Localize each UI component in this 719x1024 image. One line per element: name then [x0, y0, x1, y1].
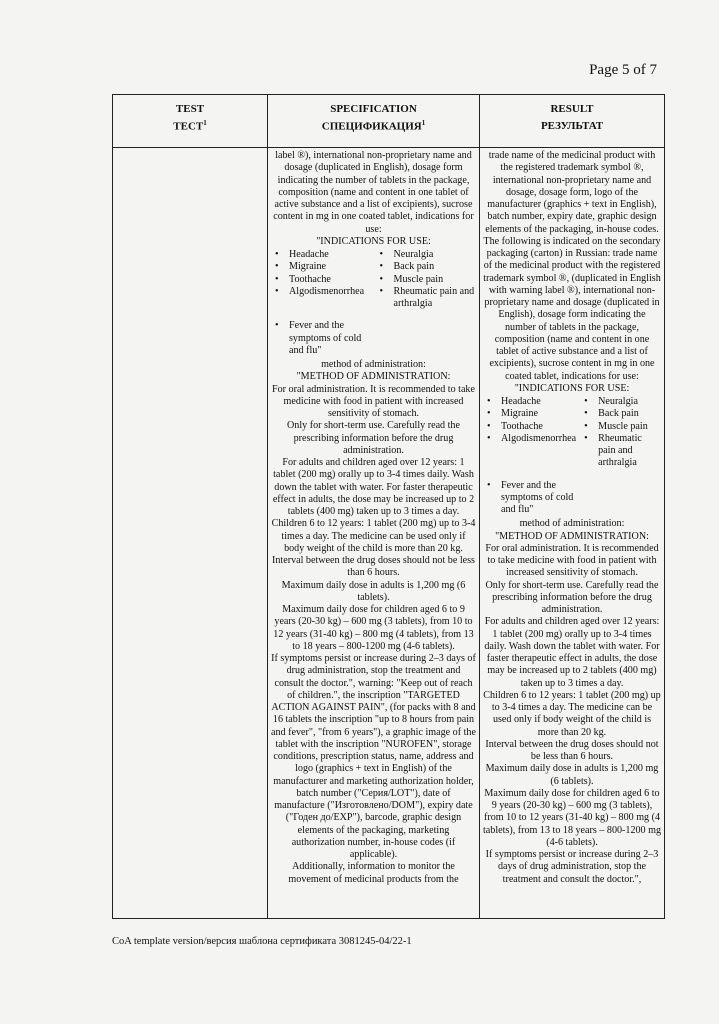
list-item: • Back pain: [580, 408, 661, 420]
result-para: For oral administration. It is recommended to take medicine with food in patient with increased sensitivity of stomach.: [485, 542, 659, 579]
spec-para: If symptoms persist or increase during 2–3 days of drug administration, stop the treatment and consult the doctor.", warning: "Keep out of reach of children.", the inscription "TARGETED ACTION AGAINST PAIN", (for packs with 8 and 16 tablets the inscription "up to 8 hours from pain and fever", "from 6 years"), a graphic image of the tablet with the inscription "NUROFEN", storage conditions, prescription status, name, address and logo (graphics + text in English) of the manufacturer and marketing authorization holder,: [271, 653, 476, 787]
header-result-ru: РЕЗУЛЬТАТ: [540, 120, 604, 133]
list-item: • Neuralgia: [580, 396, 661, 408]
page-number: Page 5 of 7: [589, 62, 657, 78]
header-result: [480, 95, 665, 148]
spec-para: Interval between the drug doses should not be less than 6 hours.: [272, 555, 475, 579]
footnote-mark: 1: [203, 119, 207, 128]
result-secondary: The following is indicated on the secondary packaging (carton) in Russian: trade name of the medicinal product with the registered trademark symbol ®, (duplicated in English with warning label ®), international non-proprietary name and dosage (duplicated in English), dosage form indicating the number of tablets in the package, composition (name and content in one tablet of active substance and a list of excipients), sucrose content in mg in one coated tablet, indications for use:: [483, 235, 661, 382]
spec-para: For adults and children aged over 12 years: 1 tablet (200 mg) orally up to 3-4 times daily. Wash down the tablet with water. For faster therapeutic effect in adults, the dose may be increased up to 2 tablets (400 mg) taken up to 3 times a day.: [272, 457, 475, 517]
footnote-mark: 1: [421, 119, 426, 128]
spec-indications-title: "INDICATIONS FOR USE:: [316, 235, 431, 247]
header-test: [113, 95, 268, 148]
result-para: Only for short-term use. Carefully read the prescribing information before the drug administration.: [485, 579, 659, 615]
list-item: • Toothache: [483, 421, 576, 433]
body-row: [113, 148, 665, 919]
spec-para: Maximum daily dose in adults is 1,200 mg (6 tablets).: [281, 579, 466, 603]
list-item: • Muscle pain: [580, 421, 661, 433]
spec-indications-list: [271, 249, 476, 357]
list-item: • Algodismenorrhea: [483, 433, 576, 470]
list-item: • Back pain: [376, 261, 477, 273]
spec-intro: label ®), international non-proprietary name and dosage (duplicated in English), dosage form indicating the number of tablets in the package, composition (name and content in one tablet of active substance and a list of excipients), sucrose content in mg in one coated tablet, indications for use:: [273, 150, 474, 235]
header-test-en: TEST: [175, 103, 205, 115]
spec-para: For oral administration. It is recommended to take medicine with food in patient with increased sensitivity of stomach.: [272, 383, 475, 419]
list-item: • Migraine: [271, 261, 372, 273]
header-test-ru: ТЕСТ: [173, 120, 204, 133]
header-result-en: RESULT: [550, 103, 594, 115]
spec-para: Children 6 to 12 years: 1 tablet (200 mg) up to 3-4 times a day. The medicine can be used only if body weight of the child is more than 20 kg.: [271, 518, 476, 554]
result-intro: trade name of the medicinal product with the registered trademark symbol ®, international non-proprietary name and dosage, dosage form, logo of the manufacturer (graphics + text in English), batch number, expiry date, graphic design elements of the packaging, in-house codes.: [485, 150, 659, 235]
result-method: method of administration:: [519, 518, 625, 530]
header-test-ru-wrap: [113, 118, 267, 136]
list-item: • Neuralgia: [376, 249, 477, 261]
list-item: • Algodismenorrhea: [271, 286, 372, 311]
list-item: • Headache: [483, 396, 576, 408]
template-version-footer: CoA template version/версия шаблона сертификата 3081245-04/22-1: [112, 936, 412, 947]
test-cell: [113, 148, 268, 919]
header-spec-en: SPECIFICATION: [330, 103, 417, 115]
result-para: Maximum daily dose in adults is 1,200 mg (6 tablets).: [485, 763, 659, 787]
header-row: [113, 95, 665, 148]
specification-cell: [268, 148, 480, 919]
list-item: • Fever and the symptoms of cold and flu": [271, 320, 372, 357]
spec-para: Only for short-term use. Carefully read the prescribing information before the drug administration.: [287, 420, 460, 456]
result-indications-list: [483, 396, 661, 516]
list-item: • Fever and the symptoms of cold and flu": [483, 480, 576, 517]
spec-para: Maximum daily dose for children aged 6 to 9 years (20-30 kg) – 600 mg (3 tablets), from 10 to 12 years (31-40 kg) – 800 mg (4 tablets), from 13 to 18 years – 800-1200 mg (4-6 tablets).: [273, 604, 474, 652]
result-para: Maximum daily dose for children aged 6 to 9 years (20-30 kg) – 600 mg (3 tablets), from 10 to 12 years (31-40 kg) – 800 mg (4 tablets), from 13 to 18 years – 800-1200 mg (4-6 tablets).: [483, 787, 662, 848]
list-item: • Migraine: [483, 408, 576, 420]
header-specification: [268, 95, 480, 148]
list-item: • Toothache: [271, 274, 372, 286]
result-cell: [480, 148, 665, 919]
spec-para: batch number ("Серия/LOT"), date of manufacture ("Изготовлено/DOM"), expiry date ("Годен до/EXP"), barcode, graphic design elements of the packaging, marketing authorization number, in-house codes (if applicable).: [274, 787, 473, 860]
list-item: • Rheumatic pain and arthralgia: [580, 433, 661, 470]
list-item: • Rheumatic pain and arthralgia: [376, 286, 477, 311]
list-item: • Headache: [271, 249, 372, 261]
coa-table: [112, 94, 665, 919]
result-para: For adults and children aged over 12 years: 1 tablet (200 mg) orally up to 3-4 times daily. Wash down the tablet with water. For faster therapeutic effect in adults, the dose may be increased up to 2 tablets (400 mg) taken up to 3 times a day.: [484, 616, 660, 689]
spec-method: method of administration:: [321, 359, 426, 370]
result-para: Children 6 to 12 years: 1 tablet (200 mg) up to 3-4 times a day. The medicine can be used only if body weight of the child is more than 20 kg.: [483, 689, 661, 738]
result-indications-title: "INDICATIONS FOR USE:: [514, 382, 630, 394]
result-method-title: "METHOD OF ADMINISTRATION:: [495, 530, 649, 542]
header-spec-ru: СПЕЦИФИКАЦИЯ: [321, 120, 422, 133]
header-spec-ru-wrap: [268, 118, 479, 136]
result-para: If symptoms persist or increase during 2–3 days of drug administration, stop the treatment and consult the doctor.",: [485, 849, 659, 885]
spec-method-title: "METHOD OF ADMINISTRATION:: [296, 371, 451, 383]
spec-para: Additionally, information to monitor the movement of medicinal products from the: [288, 861, 459, 885]
list-item: • Muscle pain: [376, 274, 477, 286]
result-para: Interval between the drug doses should not be less than 6 hours.: [485, 738, 659, 762]
